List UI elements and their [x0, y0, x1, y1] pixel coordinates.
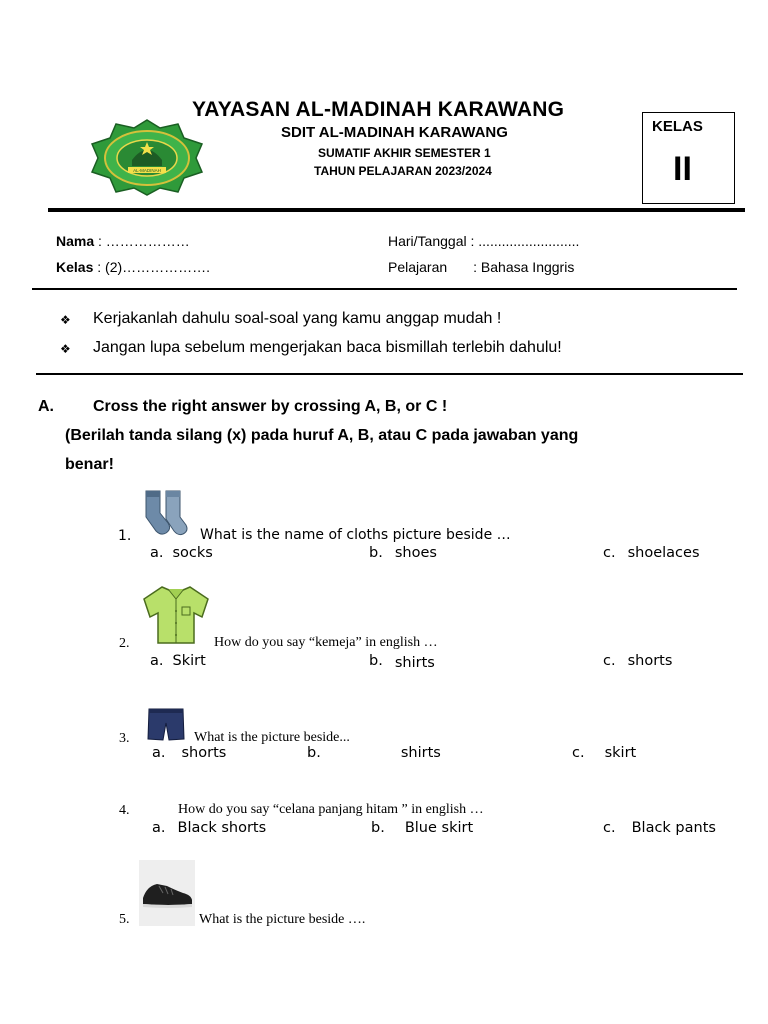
kelas-box-label: KELAS — [652, 118, 703, 135]
header-divider — [48, 208, 745, 212]
class-label: Kelas — [56, 259, 94, 275]
q1-option-c[interactable]: c. shoelaces — [603, 545, 700, 561]
info-divider — [32, 288, 737, 290]
academic-year: TAHUN PELAJARAN 2023/2024 — [314, 164, 492, 178]
instruction-divider — [36, 373, 743, 375]
section-title: Cross the right answer by crossing A, B, or C ! — [93, 398, 448, 415]
q3-number: 3. — [119, 731, 130, 746]
q4-number: 4. — [119, 803, 130, 818]
q1-text: What is the name of cloths picture beside … — [200, 527, 511, 543]
exam-name: SUMATIF AKHIR SEMESTER 1 — [318, 146, 491, 160]
kelas-box-value: II — [673, 150, 692, 188]
shirt-image — [140, 583, 212, 645]
q2-text: How do you say “kemeja” in english … — [214, 635, 438, 650]
q2-option-a[interactable]: a. Skirt — [150, 653, 206, 669]
diamond-bullet-icon: ❖ — [60, 342, 71, 356]
q4-option-c[interactable]: c. Black pants — [603, 820, 716, 836]
diamond-bullet-icon: ❖ — [60, 313, 71, 327]
q3-option-c[interactable]: c. skirt — [572, 745, 637, 761]
q1-number: 1. — [118, 528, 132, 544]
name-field — [56, 233, 190, 249]
socks-image — [142, 489, 192, 539]
q4-option-b[interactable]: b. Blue skirt — [371, 820, 474, 836]
section-letter: A. — [38, 398, 54, 415]
subject-field — [388, 259, 574, 275]
shoe-image — [139, 860, 195, 926]
q5-text: What is the picture beside …. — [199, 912, 366, 927]
q2-option-c[interactable]: c. shorts — [603, 653, 673, 669]
q3-option-b[interactable]: b. shirts — [307, 745, 441, 761]
q3-option-a[interactable]: a. shorts — [152, 745, 227, 761]
q2-option-b[interactable]: b. shirts — [369, 653, 435, 671]
school-name: SDIT AL-MADINAH KARAWANG — [281, 124, 508, 141]
q3-text: What is the picture beside... — [194, 730, 350, 745]
q2-number: 2. — [119, 636, 130, 651]
q5-number: 5. — [119, 912, 130, 927]
subject-value: : Bahasa Inggris — [473, 259, 575, 275]
instruction-1: Kerjakanlah dahulu soal-soal yang kamu anggap mudah ! — [93, 310, 502, 327]
class-value: : (2)………………. — [93, 259, 211, 275]
class-field — [56, 259, 210, 275]
q1-option-a[interactable]: a. socks — [150, 545, 213, 561]
school-logo — [88, 118, 206, 196]
q4-text: How do you say “celana panjang hitam ” in english … — [178, 802, 484, 817]
q4-option-a[interactable]: a. Black shorts — [152, 820, 267, 836]
name-label: Nama — [56, 233, 95, 249]
q1-option-b[interactable]: b. shoes — [369, 545, 437, 561]
instruction-2: Jangan lupa sebelum mengerjakan baca bismillah terlebih dahulu! — [93, 339, 562, 356]
date-field: Hari/Tanggal : .......................... — [388, 233, 580, 249]
shorts-image — [147, 707, 185, 741]
section-subtitle-line1: (Berilah tanda silang (x) pada huruf A, B, atau C pada jawaban yang — [65, 427, 579, 444]
section-subtitle-line2: benar! — [65, 456, 114, 473]
name-value: : ……………… — [94, 233, 190, 249]
foundation-title: YAYASAN AL-MADINAH KARAWANG — [192, 98, 565, 121]
svg-text:AL-MADINAH: AL-MADINAH — [133, 168, 161, 173]
subject-label: Pelajaran — [388, 259, 448, 275]
